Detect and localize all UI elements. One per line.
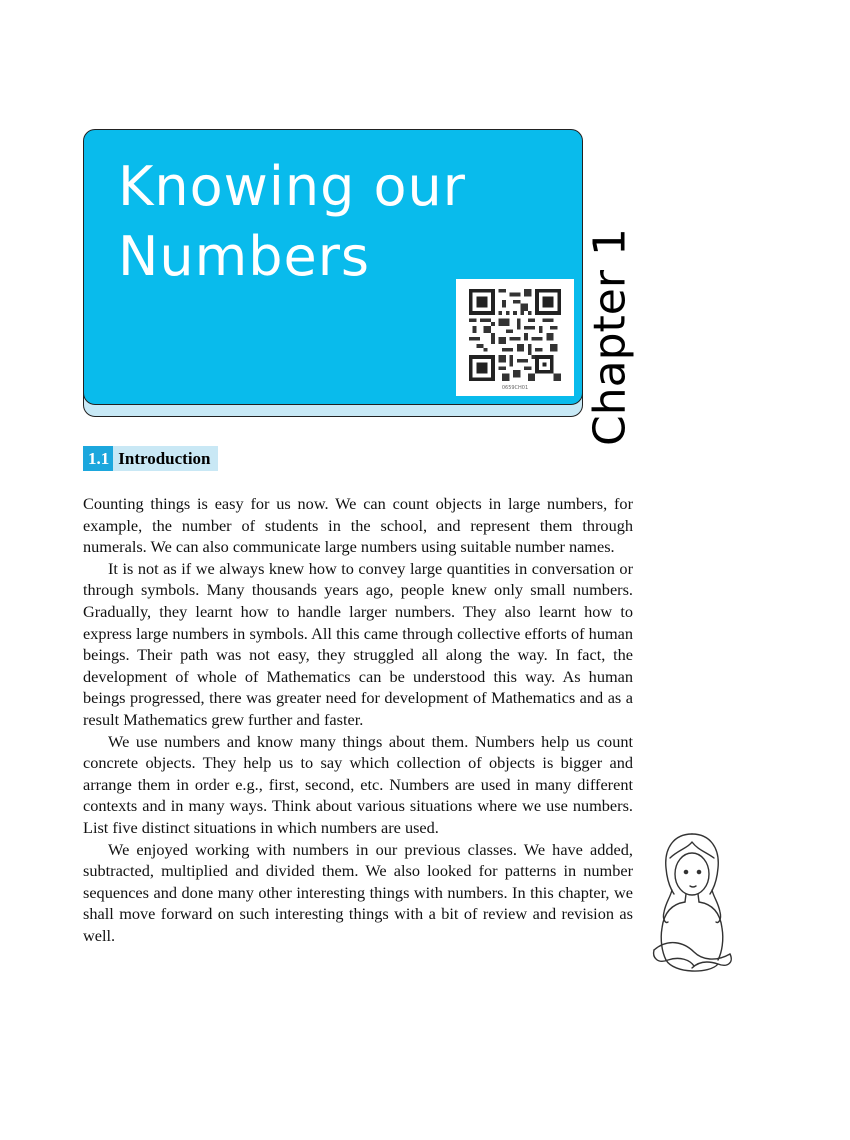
qr-code-icon: [467, 289, 563, 381]
qr-code-label: 0659CH01: [501, 385, 529, 391]
girl-illustration: [644, 828, 740, 982]
section-number: 1.1: [83, 446, 113, 471]
body-text: [83, 493, 633, 946]
paragraph: We enjoyed working with numbers in our previous classes. We have added, subtracted, multiplied and divided them. We also looked for patterns in number sequences and done many other interesting things with numbers. In this chapter, we shall move forward on such interesting things with a bit of review and revision as well.: [83, 839, 633, 945]
section-heading: [83, 446, 218, 471]
qr-code[interactable]: [456, 279, 574, 396]
paragraph: Counting things is easy for us now. We can count objects in large numbers, for example, the number of students in the school, and represent them through numerals. We can also communicate large numbers using suitable number names.: [83, 494, 633, 557]
chapter-title-line-2: Numbers: [118, 225, 371, 288]
paragraph: It is not as if we always knew how to convey large quantities in conversation or through symbols. Many thousands years ago, people knew only small numbers. Gradually, they learnt how to handle larger numbers. They also learnt how to express large numbers in symbols. All this came through collective efforts of human beings. Their path was not easy, they struggled all along the way. In fact, the development of whole of Mathematics can be understood this way. As human beings progressed, there was greater need for development of Mathematics and as a result Mathematics grew further and faster.: [83, 558, 633, 729]
section-title: Introduction: [118, 449, 211, 468]
chapter-title-line-1: Knowing our: [118, 155, 466, 218]
chapter-label: Chapter 1: [584, 228, 636, 446]
chapter-title: [118, 152, 466, 292]
paragraph: We use numbers and know many things about them. Numbers help us count concrete objects. They help us to say which collection of objects is bigger and arrange them in order e.g., first, second, etc. Numbers are used in many different contexts and in many ways. Think about various situations where we use numbers. List five distinct situations in which numbers are used.: [83, 731, 633, 837]
